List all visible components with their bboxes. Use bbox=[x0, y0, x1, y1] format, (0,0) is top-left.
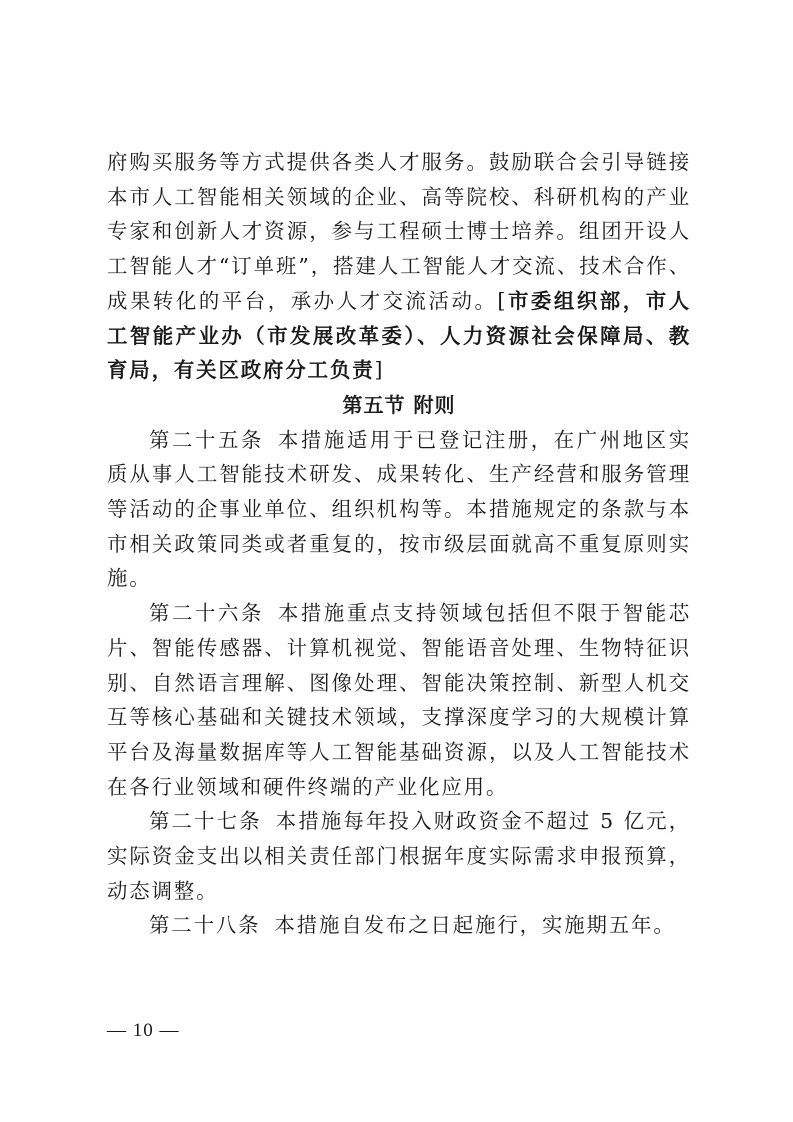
responsible-departments: 市委组织部，市人工智能产业办（市发展改革委）、人力资源社会保障局、教育局，有关区政府分工负责 bbox=[107, 288, 691, 383]
document-body bbox=[107, 145, 691, 943]
section-heading: 第五节 附则 bbox=[342, 392, 456, 417]
article-26 bbox=[107, 596, 691, 804]
responsible-bracket-close: ] bbox=[374, 358, 385, 383]
continuation-paragraph bbox=[107, 145, 691, 388]
article-25 bbox=[107, 423, 691, 597]
continuation-text: 府购买服务等方式提供各类人才服务。鼓励联合会引导链接本市人工智能相关领域的企业、高等院校、科研机构的产业专家和创新人才资源，参与工程硕士博士培养。组团开设人工智能人才“订单班”，搭建人工智能人才交流、技术合作、成果转化的平台，承办人才交流活动。 bbox=[107, 150, 691, 313]
page-number: — 10 — bbox=[107, 1020, 180, 1041]
article-text: 本措施每年投入财政资金不超过 5 亿元，实际资金支出以相关责任部门根据年度实际需求申报预算，动态调整。 bbox=[107, 809, 692, 903]
article-number: 第二十六条 bbox=[149, 601, 264, 626]
article-number: 第二十五条 bbox=[149, 427, 264, 452]
article-text: 本措施自发布之日起施行，实施期五年。 bbox=[274, 913, 676, 938]
article-text: 本措施重点支持领域包括但不限于智能芯片、智能传感器、计算机视觉、智能语音处理、生物特征识别、自然语言理解、图像处理、智能决策控制、新型人机交互等核心基础和关键技术领域，支撑深度学习的大规模计算平台及海量数据库等人工智能基础资源，以及人工智能技术在各行业领域和硬件终端的产业化应用。 bbox=[107, 601, 691, 799]
responsible-bracket-open: [ bbox=[497, 288, 508, 313]
article-28 bbox=[107, 908, 691, 943]
article-number: 第二十八条 bbox=[149, 913, 261, 938]
article-27 bbox=[107, 804, 691, 908]
article-text: 本措施适用于已登记注册，在广州地区实质从事人工智能技术研发、成果转化、生产经营和服务管理等活动的企事业单位、组织机构等。本措施规定的条款与本市相关政策同类或者重复的，按市级层面就高不重复原则实施。 bbox=[107, 427, 691, 591]
article-number: 第二十七条 bbox=[149, 809, 262, 834]
